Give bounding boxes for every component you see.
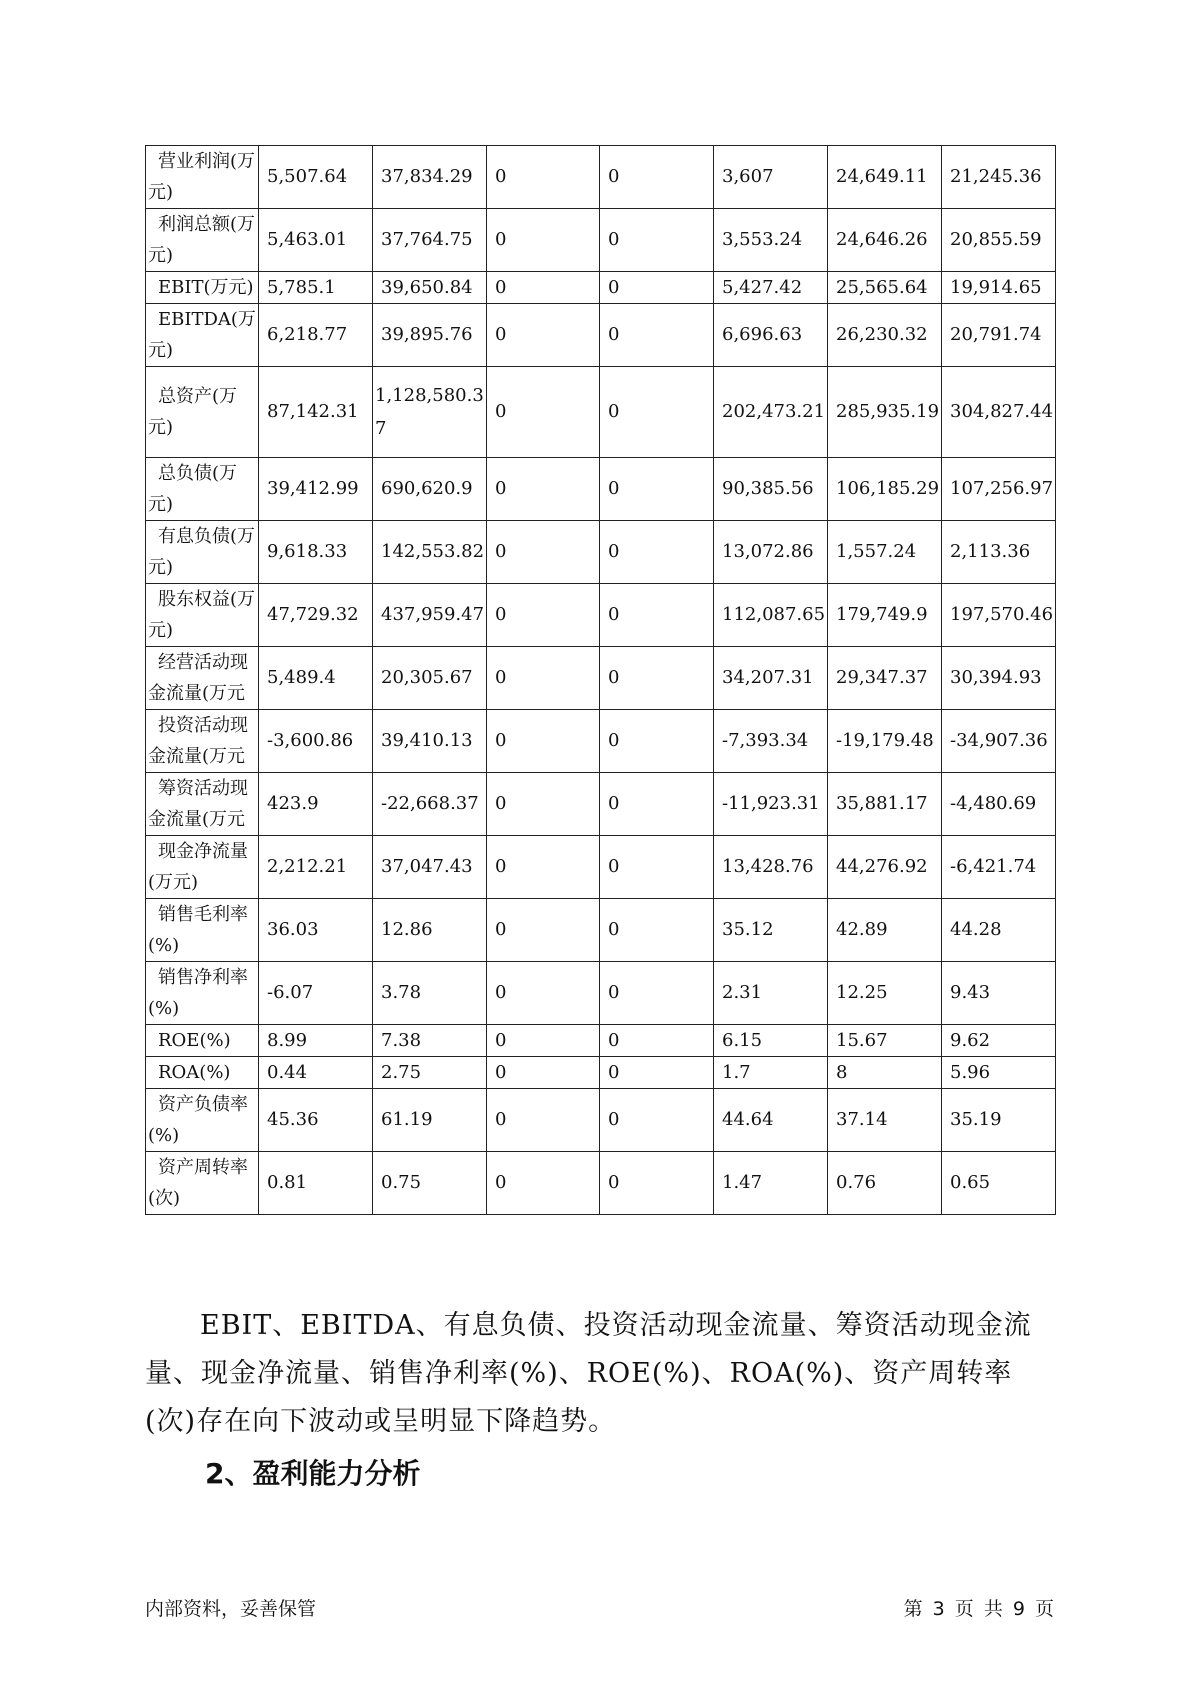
table-cell: 3,607 — [714, 146, 828, 209]
table-cell: 3,553.24 — [714, 209, 828, 272]
table-cell: 0 — [600, 899, 714, 962]
table-cell: 0 — [600, 1152, 714, 1215]
table-cell: 26,230.32 — [828, 304, 942, 367]
table-cell: 0 — [600, 272, 714, 304]
table-cell: 0 — [600, 836, 714, 899]
row-label: 股东权益(万元) — [146, 584, 259, 647]
table-cell: 0 — [487, 1152, 600, 1215]
table-body — [146, 146, 1056, 1215]
table-cell: 0 — [600, 1089, 714, 1152]
table-cell: 6,696.63 — [714, 304, 828, 367]
table-cell: 0 — [600, 1057, 714, 1089]
table-cell: 5,507.64 — [259, 146, 373, 209]
table-row — [146, 367, 1056, 458]
row-label: 营业利润(万元) — [146, 146, 259, 209]
table-cell: 44.28 — [942, 899, 1056, 962]
table-cell: -4,480.69 — [942, 773, 1056, 836]
table-row — [146, 458, 1056, 521]
table-cell: 44,276.92 — [828, 836, 942, 899]
table-cell: 0 — [600, 710, 714, 773]
table-cell: 1,128,580.37 — [373, 367, 487, 458]
table-row — [146, 899, 1056, 962]
table-cell: 0 — [600, 1025, 714, 1057]
table-cell: -11,923.31 — [714, 773, 828, 836]
table-cell: 19,914.65 — [942, 272, 1056, 304]
table-cell: 107,256.97 — [942, 458, 1056, 521]
table-cell: 29,347.37 — [828, 647, 942, 710]
row-label: 现金净流量(万元) — [146, 836, 259, 899]
table-cell: 0.81 — [259, 1152, 373, 1215]
table-cell: 39,412.99 — [259, 458, 373, 521]
table-cell: 25,565.64 — [828, 272, 942, 304]
table-cell: 35.12 — [714, 899, 828, 962]
table-cell: 39,410.13 — [373, 710, 487, 773]
table-cell: 42.89 — [828, 899, 942, 962]
row-label: 销售净利率(%) — [146, 962, 259, 1025]
table-cell: 690,620.9 — [373, 458, 487, 521]
table-cell: 0 — [600, 209, 714, 272]
table-cell: 9.43 — [942, 962, 1056, 1025]
table-row — [146, 647, 1056, 710]
table-cell: 8 — [828, 1057, 942, 1089]
table-cell: 13,428.76 — [714, 836, 828, 899]
table-cell: 0 — [600, 773, 714, 836]
table-cell: 61.19 — [373, 1089, 487, 1152]
table-cell: 285,935.19 — [828, 367, 942, 458]
table-cell: 0 — [487, 584, 600, 647]
table-cell: -19,179.48 — [828, 710, 942, 773]
table-cell: 0 — [487, 836, 600, 899]
row-label: 销售毛利率(%) — [146, 899, 259, 962]
table-cell: 12.86 — [373, 899, 487, 962]
table-cell: 304,827.44 — [942, 367, 1056, 458]
table-row — [146, 1057, 1056, 1089]
table-cell: 34,207.31 — [714, 647, 828, 710]
table-cell: 0 — [487, 773, 600, 836]
row-label: ROE(%) — [146, 1025, 259, 1057]
table-cell: 47,729.32 — [259, 584, 373, 647]
table-cell: 0 — [600, 962, 714, 1025]
table-cell: 0 — [487, 710, 600, 773]
table-cell: 0 — [600, 146, 714, 209]
table-row — [146, 1152, 1056, 1215]
row-label: 投资活动现金流量(万元 — [146, 710, 259, 773]
table-cell: 39,895.76 — [373, 304, 487, 367]
row-label: 资产负债率(%) — [146, 1089, 259, 1152]
table-cell: 5,463.01 — [259, 209, 373, 272]
row-label: 筹资活动现金流量(万元 — [146, 773, 259, 836]
table-cell: 37.14 — [828, 1089, 942, 1152]
table-cell: 20,305.67 — [373, 647, 487, 710]
table-cell: 1.47 — [714, 1152, 828, 1215]
table-cell: 6,218.77 — [259, 304, 373, 367]
table-cell: 202,473.21 — [714, 367, 828, 458]
table-cell: 179,749.9 — [828, 584, 942, 647]
row-label: 资产周转率(次) — [146, 1152, 259, 1215]
table-cell: 0 — [487, 272, 600, 304]
table-row — [146, 773, 1056, 836]
table-row — [146, 272, 1056, 304]
table-cell: 44.64 — [714, 1089, 828, 1152]
table-row — [146, 1089, 1056, 1152]
table-row — [146, 146, 1056, 209]
table-cell: 0.44 — [259, 1057, 373, 1089]
financial-metrics-table — [145, 145, 1056, 1215]
table-cell: 0 — [487, 521, 600, 584]
table-cell: 35.19 — [942, 1089, 1056, 1152]
table-row — [146, 1025, 1056, 1057]
table-cell: 21,245.36 — [942, 146, 1056, 209]
table-cell: 87,142.31 — [259, 367, 373, 458]
table-cell: 5,427.42 — [714, 272, 828, 304]
table-cell: 0 — [600, 458, 714, 521]
table-cell: 35,881.17 — [828, 773, 942, 836]
table-cell: 37,764.75 — [373, 209, 487, 272]
analysis-paragraph: EBIT、EBITDA、有息负债、投资活动现金流量、筹资活动现金流量、现金净流量、销售净利率(%)、ROE(%)、ROA(%)、资产周转率(次)存在向下波动或呈明显下降趋势。 — [145, 1310, 1032, 1437]
row-label: 经营活动现金流量(万元 — [146, 647, 259, 710]
table-cell: 0 — [487, 304, 600, 367]
table-cell: 90,385.56 — [714, 458, 828, 521]
table-row — [146, 836, 1056, 899]
table-row — [146, 962, 1056, 1025]
table-cell: 142,553.82 — [373, 521, 487, 584]
table-row — [146, 209, 1056, 272]
table-cell: -22,668.37 — [373, 773, 487, 836]
table-cell: 0 — [487, 458, 600, 521]
table-cell: 3.78 — [373, 962, 487, 1025]
table-cell: 20,855.59 — [942, 209, 1056, 272]
table-cell: -7,393.34 — [714, 710, 828, 773]
table-cell: 8.99 — [259, 1025, 373, 1057]
table-cell: -6.07 — [259, 962, 373, 1025]
row-label: EBITDA(万元) — [146, 304, 259, 367]
table-cell: 13,072.86 — [714, 521, 828, 584]
table-cell: 15.67 — [828, 1025, 942, 1057]
table-cell: 37,047.43 — [373, 836, 487, 899]
table-cell: 0 — [600, 304, 714, 367]
table-cell: 39,650.84 — [373, 272, 487, 304]
table-cell: -34,907.36 — [942, 710, 1056, 773]
table-row — [146, 584, 1056, 647]
table-cell: 30,394.93 — [942, 647, 1056, 710]
table-cell: 2,212.21 — [259, 836, 373, 899]
table-cell: -6,421.74 — [942, 836, 1056, 899]
table-row — [146, 521, 1056, 584]
row-label: 有息负债(万元) — [146, 521, 259, 584]
table-cell: 0 — [487, 367, 600, 458]
section-heading: 2、盈利能力分析 — [205, 1457, 421, 1490]
row-label: 总负债(万元) — [146, 458, 259, 521]
table-cell: 0.76 — [828, 1152, 942, 1215]
table-cell: 6.15 — [714, 1025, 828, 1057]
table-cell: 24,646.26 — [828, 209, 942, 272]
table-cell: -3,600.86 — [259, 710, 373, 773]
table-cell: 5,785.1 — [259, 272, 373, 304]
table-cell: 0 — [487, 899, 600, 962]
table-cell: 0 — [487, 1057, 600, 1089]
table-cell: 0 — [600, 584, 714, 647]
table-cell: 9.62 — [942, 1025, 1056, 1057]
row-label: EBIT(万元) — [146, 272, 259, 304]
table-cell: 106,185.29 — [828, 458, 942, 521]
table-cell: 423.9 — [259, 773, 373, 836]
table-cell: 1,557.24 — [828, 521, 942, 584]
table-cell: 437,959.47 — [373, 584, 487, 647]
table-row — [146, 304, 1056, 367]
table-cell: 197,570.46 — [942, 584, 1056, 647]
table-cell: 37,834.29 — [373, 146, 487, 209]
row-label: 利润总额(万元) — [146, 209, 259, 272]
table-cell: 2.31 — [714, 962, 828, 1025]
footer-page-number: 第 3 页 共 9 页 — [903, 1598, 1054, 1620]
row-label: 总资产(万元) — [146, 367, 259, 458]
table-cell: 24,649.11 — [828, 146, 942, 209]
table-cell: 0 — [487, 209, 600, 272]
table-cell: 2.75 — [373, 1057, 487, 1089]
table-cell: 7.38 — [373, 1025, 487, 1057]
table-cell: 0 — [487, 146, 600, 209]
table-cell: 5.96 — [942, 1057, 1056, 1089]
table-cell: 36.03 — [259, 899, 373, 962]
table-cell: 0 — [600, 647, 714, 710]
table-cell: 0 — [600, 367, 714, 458]
table-cell: 9,618.33 — [259, 521, 373, 584]
table-cell: 20,791.74 — [942, 304, 1056, 367]
footer-confidential-note: 内部资料，妥善保管 — [145, 1598, 317, 1620]
table-cell: 2,113.36 — [942, 521, 1056, 584]
table-cell: 0 — [487, 1089, 600, 1152]
table-cell: 0 — [487, 962, 600, 1025]
table-row — [146, 710, 1056, 773]
table-cell: 5,489.4 — [259, 647, 373, 710]
row-label: ROA(%) — [146, 1057, 259, 1089]
table-cell: 1.7 — [714, 1057, 828, 1089]
table-cell: 0.75 — [373, 1152, 487, 1215]
table-cell: 12.25 — [828, 962, 942, 1025]
table-cell: 45.36 — [259, 1089, 373, 1152]
table-cell: 0 — [487, 647, 600, 710]
table-cell: 0.65 — [942, 1152, 1056, 1215]
table-cell: 112,087.65 — [714, 584, 828, 647]
table-cell: 0 — [600, 521, 714, 584]
table-cell: 0 — [487, 1025, 600, 1057]
